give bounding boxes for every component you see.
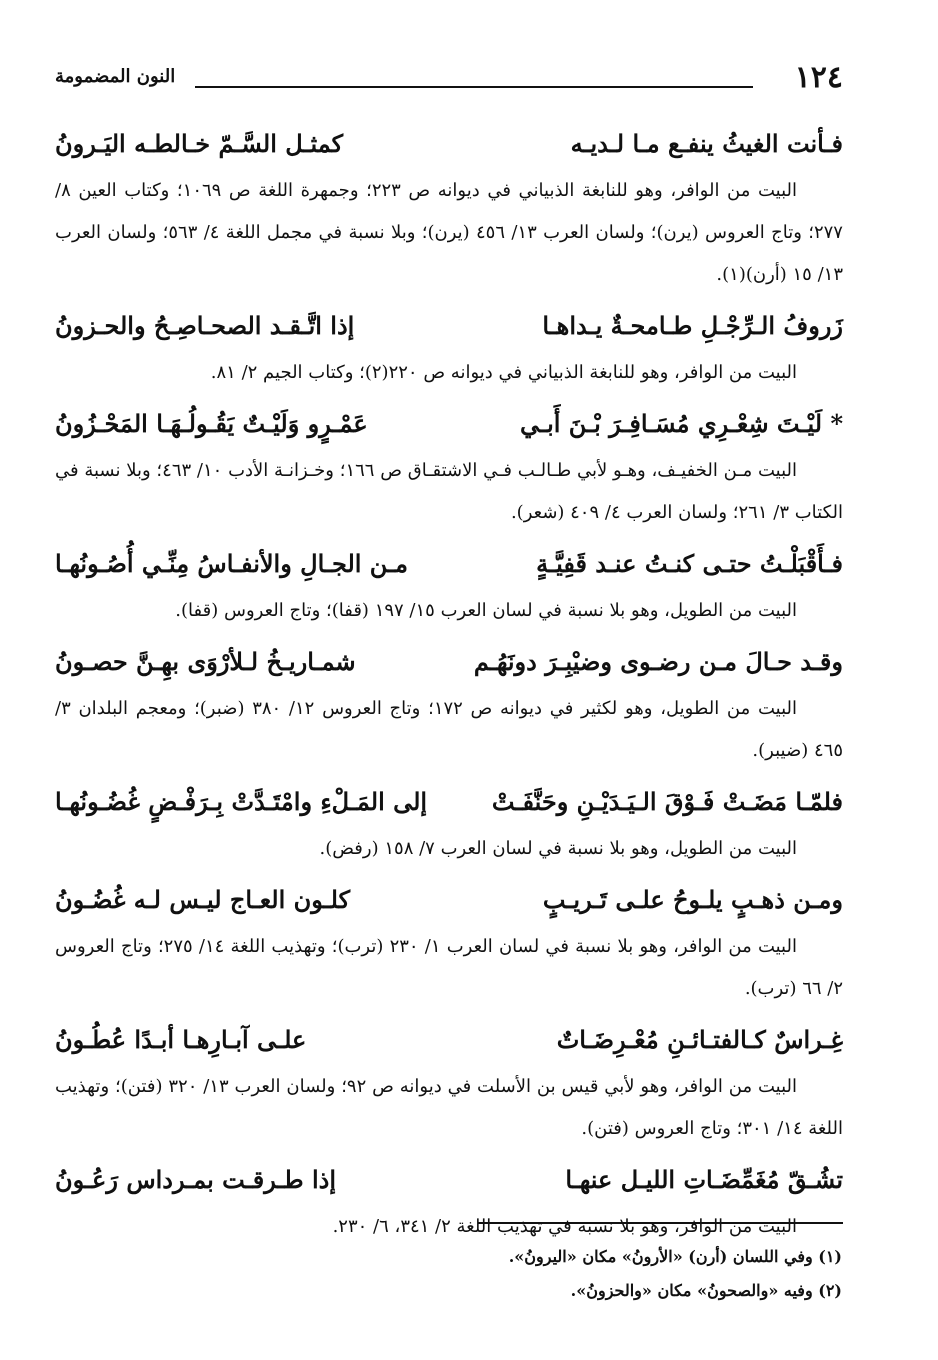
- second-hemistich: علـى آبـارِهـا أبـدًا عُطُـونُ: [55, 1025, 307, 1054]
- verse-line: [55, 1154, 843, 1206]
- verse-entry: [55, 1154, 843, 1248]
- second-hemistich: كلـون العـاج ليـس لـه غُضُـونُ: [55, 885, 351, 914]
- verse-entry: [55, 118, 843, 296]
- header-rule: [195, 86, 753, 88]
- second-hemistich: شمـاريـخُ لـلأرْوَى بهِـنَّ حصـونُ: [55, 647, 356, 676]
- verse-line: [55, 398, 843, 450]
- verse-line: [55, 636, 843, 688]
- second-hemistich: عَمْـرٍو وَلَيْـتٌ يَقُـولُـهَـا المَحْـزُونُ: [55, 409, 368, 438]
- verse-entry: [55, 1014, 843, 1150]
- verse-source-note: البيت من الوافر، وهو لأبي قيس بن الأسلت في ديوانه ص ٩٢؛ ولسان العرب ١٣/ ٣٢٠ (فتن)؛ وتهذيب اللغة ١٤/ ٣٠١؛ وتاج العروس (فتن).: [55, 1076, 843, 1139]
- verse-line: [55, 1014, 843, 1066]
- verse-entry: [55, 776, 843, 870]
- first-hemistich: فـأنت الغيثُ ينفـع مـا لـديـه: [570, 129, 843, 158]
- first-hemistich: * لَيْـتَ شِعْـرِي مُسَـافِـرَ بْـنَ أَبـي: [520, 409, 843, 438]
- second-hemistich: مـن الجـالِ والأنفـاسُ مِنِّـي أُصُـونُهـا: [55, 549, 408, 578]
- verse-line: [55, 776, 843, 828]
- verse-entry: [55, 300, 843, 394]
- verse-source-note: البيت من الطويل، وهو بلا نسبة في لسان العرب ٧/ ١٥٨ (رفض).: [319, 838, 797, 859]
- first-hemistich: وقـد حـالَ مـن رضـوى وضيْبِـرَ دونَهُـم: [473, 647, 843, 676]
- first-hemistich: فـأَقْبَلْـتُ حتـى كنـتُ عنـد قَفِيَّـةٍ: [536, 549, 843, 578]
- verse-entries: [55, 118, 843, 1252]
- verse-source-note: البيت من الطويل، وهو لكثير في ديوانه ص ١٧٢؛ وتاج العروس ١٢/ ٣٨٠ (ضبر)؛ ومعجم البلدان ٣/ ٤٦٥ (ضيبر).: [55, 698, 843, 761]
- page-header: [55, 60, 843, 102]
- first-hemistich: فلمّـا مَضَـتْ فَـوْقَ الـيَـدَيْـنِ وحَنَّفَـتْ: [491, 787, 843, 816]
- first-hemistich: ومـن ذهـبٍ يلـوحُ علـى تَـريـبٍ: [542, 885, 843, 914]
- second-hemistich: إذا طـرقـت بمـرداس رَعُـونُ: [55, 1165, 336, 1194]
- footnote-2: (٢) وفيه «والصحونُ» مكان «والحزونُ».: [570, 1281, 842, 1300]
- verse-entry: [55, 398, 843, 534]
- footnote-rule: [478, 1222, 843, 1224]
- verse-entry: [55, 636, 843, 772]
- verse-line: [55, 874, 843, 926]
- verse-source-note: البيت من الوافر، وهو بلا نسبة في لسان العرب ١/ ٢٣٠ (ترب)؛ وتهذيب اللغة ١٤/ ٢٧٥؛ وتاج العروس ٢/ ٦٦ (ترب).: [55, 936, 843, 999]
- verse-source-note: البيت من الوافر، وهو بلا نسبة في تهذيب اللغة ٢/ ٣٤١، ٦/ ٢٣٠.: [332, 1216, 797, 1237]
- verse-line: [55, 300, 843, 352]
- second-hemistich: إذا اتَّـقـد الصحـاصِـحُ والحـزونُ: [55, 311, 355, 340]
- first-hemistich: زَروفُ الـرِّجْـلِ طـامحـةٌ يـداهـا: [542, 311, 843, 340]
- second-hemistich: إلى المَـلْءِ وامْتَـدَّتْ بِـرَفْـضٍ غُضُـونُهـا: [55, 787, 428, 816]
- verse-line: [55, 118, 843, 170]
- footnote-1: (١) وفي اللسان (أرن) «الأرونُ» مكان «اليرونُ».: [508, 1247, 842, 1266]
- first-hemistich: غِـراسٌ كـالفتـائـنِ مُعْـرِضَـاتٌ: [556, 1025, 843, 1054]
- verse-source-note: البيت من الوافر، وهو للنابغة الذبياني في ديوانه ص ٢٢٠(٢)؛ وكتاب الجيم ٢/ ٨١.: [210, 362, 797, 383]
- verse-entry: [55, 538, 843, 632]
- second-hemistich: كمثـل السَّـمّ خـالطـه اليَـرونُ: [55, 129, 343, 158]
- verse-entry: [55, 874, 843, 1010]
- verse-source-note: البيت من الوافر، وهو للنابغة الذبياني في ديوانه ص ٢٢٣؛ وجمهرة اللغة ص ١٠٦٩؛ وكتاب العين ٨/ ٢٧٧؛ وتاج العروس (يرن)؛ ولسان العرب ١٣/ ٤٥٦ (يرن)؛ وبلا نسبة في مجمل اللغة ٤/ ٥٦٣؛ ولسان العرب ١٣/ ١٥ (أرن)(١).: [55, 180, 843, 285]
- footnotes: [480, 1240, 842, 1308]
- first-hemistich: تشُـقّ مُغَمِّضَـاتِ الليـل عنهـا: [565, 1165, 843, 1194]
- verse-line: [55, 538, 843, 590]
- page-number: ١٢٤: [794, 60, 843, 95]
- verse-source-note: البيت من الطويل، وهو بلا نسبة في لسان العرب ١٥/ ١٩٧ (قفا)؛ وتاج العروس (قفا).: [175, 600, 797, 621]
- chapter-title: النون المضمومة: [55, 66, 176, 87]
- verse-source-note: البيت مـن الخفيـف، وهـو لأبي طـالـب فـي الاشتقـاق ص ١٦٦؛ وخـزانـة الأدب ١٠/ ٤٦٣؛ وبلا نسبة في الكتاب ٣/ ٢٦١؛ ولسان العرب ٤/ ٤٠٩ (شعر).: [55, 460, 843, 523]
